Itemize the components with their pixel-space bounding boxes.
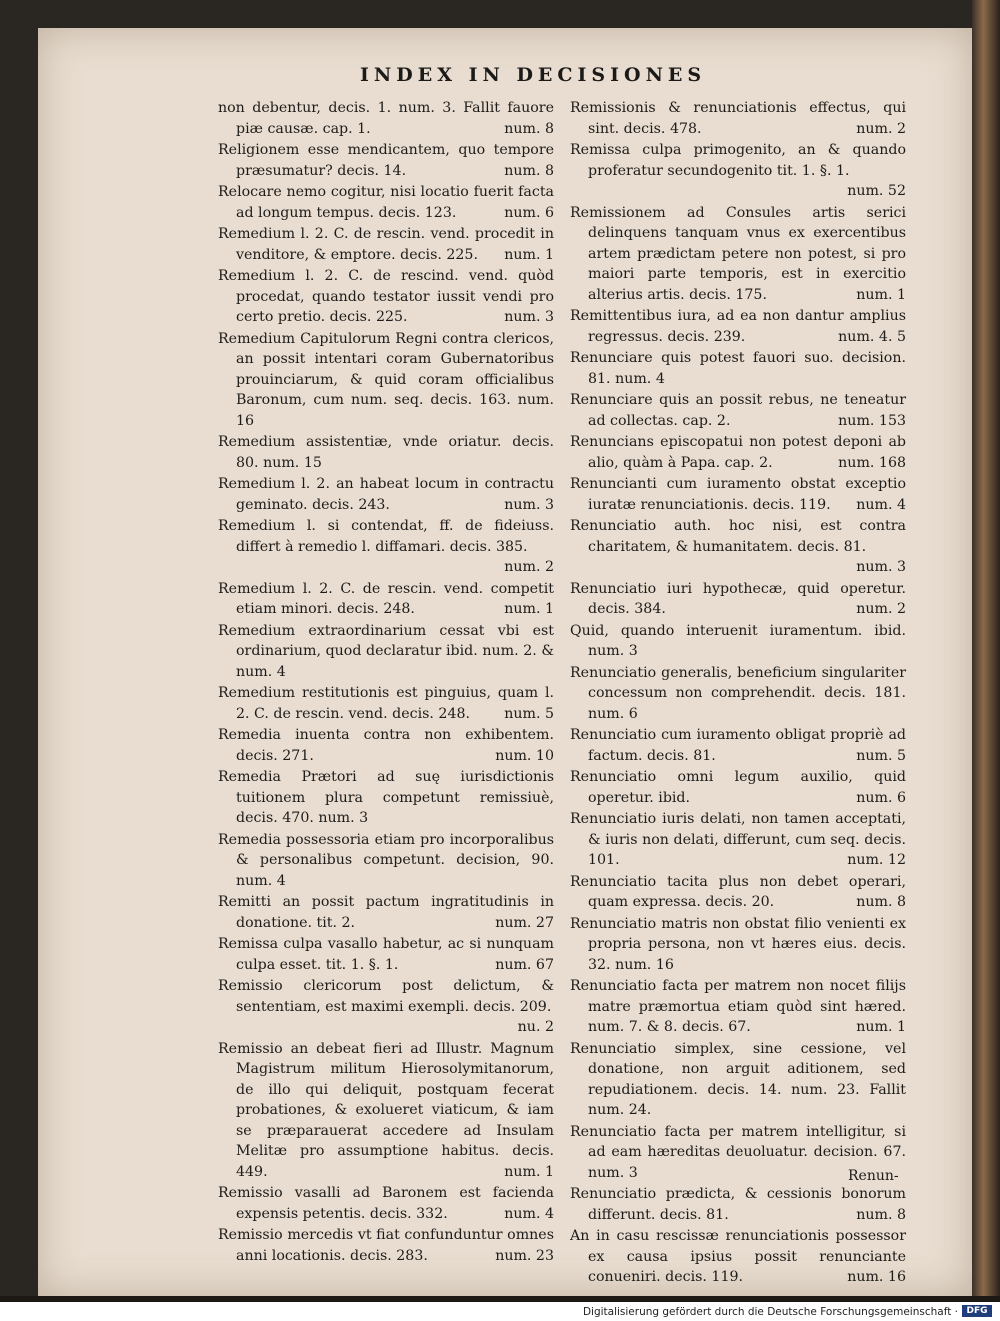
- index-entry: [570, 348, 906, 389]
- entry-text: Renunciare quis an possit rebus, ne teneatur ad collectas. cap. 2.: [570, 392, 906, 429]
- entry-text: Remedium l. 2. C. de rescin. vend. procedit in venditore, & emptore. decis. 225.: [218, 226, 554, 263]
- entry-text: Remedia inuenta contra non exhibentem. decis. 271.: [218, 727, 554, 764]
- index-entry: [570, 663, 906, 725]
- entry-number: num. 6: [504, 204, 554, 221]
- index-entry: [218, 329, 554, 432]
- index-entry: [218, 182, 554, 223]
- index-entry: [218, 892, 554, 933]
- index-entry: [218, 683, 554, 724]
- index-entry: [218, 98, 554, 139]
- entry-text: Remedium extraordinarium cessat vbi est ordinarium, quod declaratur ibid. num. 2. & num. 4: [218, 622, 554, 680]
- entry-text: Renunciatio facta per matrem non nocet filijs matre præmortua etiam quòd sint hæred. num. 7. & 8. decis. 67.: [570, 978, 906, 1035]
- entry-text: Remedia possessoria etiam pro incorporalibus & personalibus competunt. decision, 90. num. 4: [218, 831, 554, 889]
- entry-text: Remissa culpa vasallo habetur, ac si nunquam culpa esset. tit. 1. §. 1.: [218, 936, 554, 973]
- entry-number: num. 12: [847, 852, 906, 868]
- entry-text: Remissio mercedis vt fiat confunduntur omnes anni locationis. decis. 283.: [218, 1227, 554, 1264]
- entry-text: non debentur, decis. 1. num. 3. Fallit fauore piæ causæ. cap. 1.: [218, 100, 554, 137]
- index-entry: [570, 976, 906, 1038]
- entry-text: Remitti an possit pactum ingratitudinis in donatione. tit. 2.: [218, 894, 554, 931]
- book-edge: [972, 0, 1000, 1300]
- entry-text: Remissa culpa primogenito, an & quando proferatur secundogenito tit. 1. §. 1.: [570, 142, 906, 179]
- entry-number: num. 27: [495, 914, 554, 931]
- entry-number: num. 4: [504, 1205, 554, 1222]
- index-entry: [570, 98, 906, 139]
- page-header: INDEX IN DECISIONES: [360, 64, 707, 86]
- index-entry: [570, 432, 906, 473]
- entry-text: Remissionis & renunciationis effectus, qui sint. decis. 478.: [570, 100, 906, 137]
- index-entry: [218, 1225, 554, 1266]
- dfg-logo: DFG: [962, 1305, 992, 1317]
- index-entry: [570, 872, 906, 913]
- entry-number: num. 23: [495, 1247, 554, 1264]
- entry-number: num. 52: [847, 183, 906, 199]
- index-entry: [570, 516, 906, 578]
- entry-text: Renunciatio generalis, beneficium singulariter concessum non comprehendit. decis. 181. num. 6: [570, 664, 906, 722]
- index-entry: [218, 767, 554, 829]
- footer-credit: Digitalisierung gefördert durch die Deutsche Forschungsgemeinschaft ·: [582, 1306, 958, 1318]
- index-entry: [570, 474, 906, 515]
- entry-number: num. 8: [504, 120, 554, 137]
- entry-text: Renunciatio cum iuramento obligat propriè ad factum. decis. 81.: [570, 727, 906, 764]
- entry-number: num. 5: [856, 747, 906, 764]
- entry-text: Remissionem ad Consules artis serici delinquens tanquam vnus ex exercentibus artem prædictam petere non potest, si pro maiori parte temporis, est in exercitio alterius artis. decis. 175.: [570, 204, 906, 303]
- entry-number: num. 8: [856, 894, 906, 910]
- entry-text: Remedia Prætori ad suę iurisdictionis tuitionem plura competunt remissiuè, decis. 470. num. 3: [218, 769, 554, 826]
- index-entry: [570, 390, 906, 431]
- entry-text: Renunciatio tacita plus non debet operari, quam expressa. decis. 20.: [570, 873, 906, 910]
- index-column-left: [218, 98, 554, 1267]
- index-entry: [218, 1039, 554, 1183]
- entry-number: num. 8: [856, 1206, 906, 1223]
- entry-number: num. 4: [856, 496, 906, 513]
- index-entry: [218, 579, 554, 620]
- index-entry: [570, 767, 906, 808]
- entry-number: num. 168: [838, 454, 906, 471]
- entry-number: num. 8: [504, 162, 554, 179]
- entry-number: num. 1: [856, 1019, 906, 1035]
- entry-text: Remedium l. 2. C. de rescin. vend. competit etiam minori. decis. 248.: [218, 580, 554, 617]
- entry-number: num. 3: [504, 309, 554, 325]
- entry-number: num. 4. 5: [838, 328, 906, 345]
- index-column-right: [570, 98, 906, 1289]
- index-entry: [218, 725, 554, 766]
- index-entry: [570, 203, 906, 306]
- index-entry: [218, 934, 554, 975]
- entry-text: Remedium Capitulorum Regni contra clericos, an possit intentari coram Gubernatoribus prouinciarum, & quid coram officialibus Baronum, cum num. seq. decis. 163. num. 16: [218, 330, 554, 429]
- entry-text: Renunciatio prædicta, & cessionis bonorum differunt. decis. 81.: [570, 1186, 906, 1223]
- entry-number: num. 2: [856, 601, 906, 617]
- entry-number: num. 1: [504, 1163, 554, 1180]
- index-entry: [570, 579, 906, 620]
- entry-number: num. 6: [856, 789, 906, 806]
- entry-number: num. 2: [856, 120, 906, 137]
- entry-text: Remissio vasalli ad Baronem est facienda expensis petentis. decis. 332.: [218, 1185, 554, 1222]
- entry-text: Renunciatio simplex, sine cessione, vel donatione, non arguit aditionem, sed repudiationem. decis. 14. num. 23. Fallit num. 24.: [570, 1040, 906, 1118]
- index-entry: [218, 432, 554, 473]
- index-entry: [218, 1183, 554, 1224]
- index-entry: [570, 809, 906, 871]
- entry-text: Remedium l. 2. C. de rescind. vend. quòd procedat, quando testator iussit vendi pro certo pretio. decis. 225.: [218, 268, 554, 325]
- entry-text: Renunciatio iuris delati, non tamen acceptati, & iuris non delati, differunt, cum seq. decis. 101.: [570, 811, 906, 868]
- index-entry: [218, 830, 554, 892]
- entry-text: Remedium l. si contendat, ff. de fideiuss. differt à remedio l. diffamari. decis. 385.: [218, 518, 554, 555]
- index-entry: [570, 1039, 906, 1121]
- entry-text: Renunciatio auth. hoc nisi, est contra charitatem, & humanitatem. decis. 81.: [570, 518, 906, 555]
- entry-number: num. 153: [838, 412, 906, 429]
- entry-text: Remissio an debeat fieri ad Illustr. Magnum Magistrum militum Hierosolymitanorum, de illo qui deliquit, postquam fecerat probationes, & exolueret viaticum, & iam se præparauerat accedere ad Insulam Melitæ pro assumptione habitus. decis. 449.: [218, 1040, 554, 1180]
- index-entry: [570, 914, 906, 976]
- index-entry: [570, 725, 906, 766]
- entry-text: Remedium restitutionis est pinguius, quam l. 2. C. de rescin. vend. decis. 248.: [218, 685, 554, 722]
- index-entry: [218, 140, 554, 181]
- index-entry: [570, 1226, 906, 1288]
- entry-text: Renunciatio facta per matrem intelligitur, si ad eam hæreditas deuoluatur. decision. 67. num. 3: [570, 1123, 906, 1181]
- entry-text: An in casu rescissæ renunciationis possessor ex causa ipsius possit renunciante conueniri. decis. 119.: [570, 1228, 906, 1285]
- entry-number: num. 3: [504, 496, 554, 513]
- entry-text: Renunciare quis potest fauori suo. decision. 81. num. 4: [570, 350, 906, 387]
- entry-text: Renunciatio matris non obstat filio venienti ex propria persona, non vt hæres eius. decis. 32. num. 16: [570, 915, 906, 973]
- entry-text: Relocare nemo cogitur, nisi locatio fuerit facta ad longum tempus. decis. 123.: [218, 184, 554, 221]
- index-entry: [218, 516, 554, 578]
- entry-number: num. 1: [856, 286, 906, 303]
- index-entry: [218, 474, 554, 515]
- index-entry: [218, 266, 554, 328]
- index-entry: [218, 976, 554, 1038]
- entry-text: Remedium assistentiæ, vnde oriatur. decis. 80. num. 15: [218, 434, 554, 471]
- index-entry: [570, 1184, 906, 1225]
- entry-text: Renuncianti cum iuramento obstat exceptio iuratæ renunciationis. decis. 119.: [570, 476, 906, 513]
- entry-number: num. 67: [495, 956, 554, 973]
- entry-text: Remittentibus iura, ad ea non dantur amplius regressus. decis. 239.: [570, 308, 906, 345]
- entry-number: num. 5: [504, 705, 554, 722]
- entry-text: Renuncians episcopatui non potest deponi ab alio, quàm à Papa. cap. 2.: [570, 434, 906, 471]
- entry-number: num. 1: [504, 601, 554, 617]
- entry-number: nu. 2: [517, 1019, 554, 1035]
- index-entry: [570, 140, 906, 202]
- entry-text: Remedium l. 2. an habeat locum in contractu geminato. decis. 243.: [218, 476, 554, 513]
- entry-text: Renunciatio omni legum auxilio, quid operetur. ibid.: [570, 769, 906, 806]
- entry-text: Quid, quando interuenit iuramentum. ibid. num. 3: [570, 622, 906, 659]
- entry-number: num. 2: [504, 559, 554, 575]
- entry-text: Remissio clericorum post delictum, & sententiam, est maximi exempli. decis. 209.: [218, 978, 554, 1015]
- entry-number: num. 1: [504, 246, 554, 263]
- index-entry: [218, 224, 554, 265]
- catchword: Renun-: [848, 1168, 899, 1184]
- entry-text: Religionem esse mendicantem, quo tempore præsumatur? decis. 14.: [218, 142, 554, 179]
- index-entry: [570, 621, 906, 662]
- entry-number: num. 3: [856, 559, 906, 575]
- entry-text: Renunciatio iuri hypothecæ, quid operetur. decis. 384.: [570, 580, 906, 617]
- entry-number: num. 10: [495, 747, 554, 764]
- entry-number: num. 16: [847, 1269, 906, 1285]
- index-entry: [570, 306, 906, 347]
- index-entry: [218, 621, 554, 683]
